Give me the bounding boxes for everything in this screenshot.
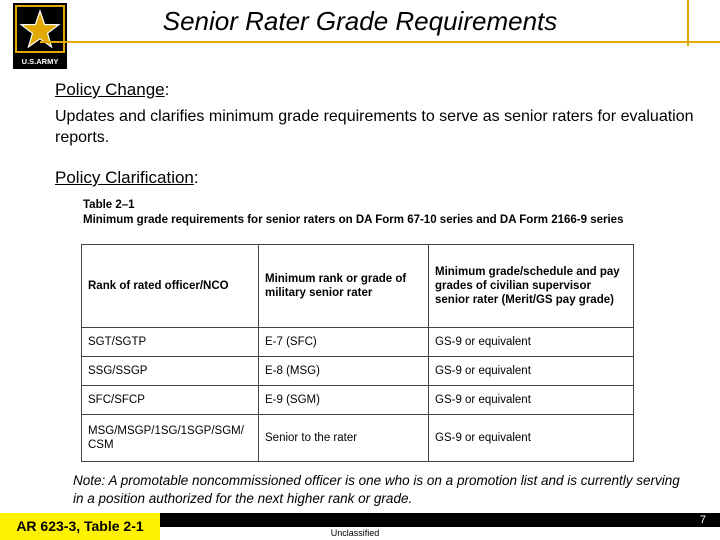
senior-rater-table	[81, 244, 634, 462]
table-row	[82, 328, 634, 357]
header-civilian: Minimum grade/schedule and pay grades of civilian supervisor senior rater (Merit/GS pay grade)	[429, 245, 634, 328]
accent-rule-horizontal	[40, 41, 720, 43]
policy-change-label: Policy Change	[55, 80, 165, 99]
policy-change-colon: :	[164, 80, 170, 99]
table-cell: GS-9 or equivalent	[429, 415, 634, 462]
table-caption-text: Minimum grade requirements for senior raters on DA Form 67-10 series and DA Form 2166-9 series	[83, 214, 624, 226]
table-cell: E-7 (SFC)	[259, 328, 429, 357]
header-military: Minimum rank or grade of military senior rater	[259, 245, 429, 328]
table-cell: GS-9 or equivalent	[429, 328, 634, 357]
accent-rule-vertical	[687, 0, 689, 46]
table-label: Table 2–1	[83, 199, 135, 211]
table-cell: GS-9 or equivalent	[429, 357, 634, 386]
page-number: 7	[699, 514, 706, 526]
table-header-row	[82, 245, 634, 328]
updates-text: Updates and clarifies minimum grade requirements to serve as senior raters for evaluation reports.	[55, 108, 694, 146]
table-cell: E-9 (SGM)	[259, 386, 429, 415]
policy-clarification-heading	[55, 168, 199, 188]
classification-label: Unclassified	[330, 528, 380, 538]
us-army-logo	[13, 3, 67, 69]
reference-label: AR 623-3, Table 2-1	[0, 513, 160, 540]
policy-change-heading	[55, 80, 169, 100]
table-cell: MSG/MSGP/1SG/1SGP/SGM/CSM	[82, 415, 259, 462]
table-cell: SSG/SSGP	[82, 357, 259, 386]
table-row	[82, 415, 634, 462]
slide-title: Senior Rater Grade Requirements	[162, 6, 558, 36]
promotion-note: Note: A promotable noncommissioned officer is one who is on a promotion list and is currently serving in a position authorized for the next higher rank or grade.	[73, 473, 680, 506]
table-cell: SGT/SGTP	[82, 328, 259, 357]
table-caption	[83, 198, 643, 228]
table-cell: Senior to the rater	[259, 415, 429, 462]
table-row	[82, 357, 634, 386]
policy-clarification-colon: :	[193, 168, 199, 187]
table-cell: E-8 (MSG)	[259, 357, 429, 386]
table-row	[82, 386, 634, 415]
table-cell: SFC/SFCP	[82, 386, 259, 415]
header-rank: Rank of rated officer/NCO	[82, 245, 259, 328]
policy-clarification-label: Policy Clarification	[55, 168, 194, 187]
table-cell: GS-9 or equivalent	[429, 386, 634, 415]
logo-text: U.S.ARMY	[21, 57, 59, 66]
